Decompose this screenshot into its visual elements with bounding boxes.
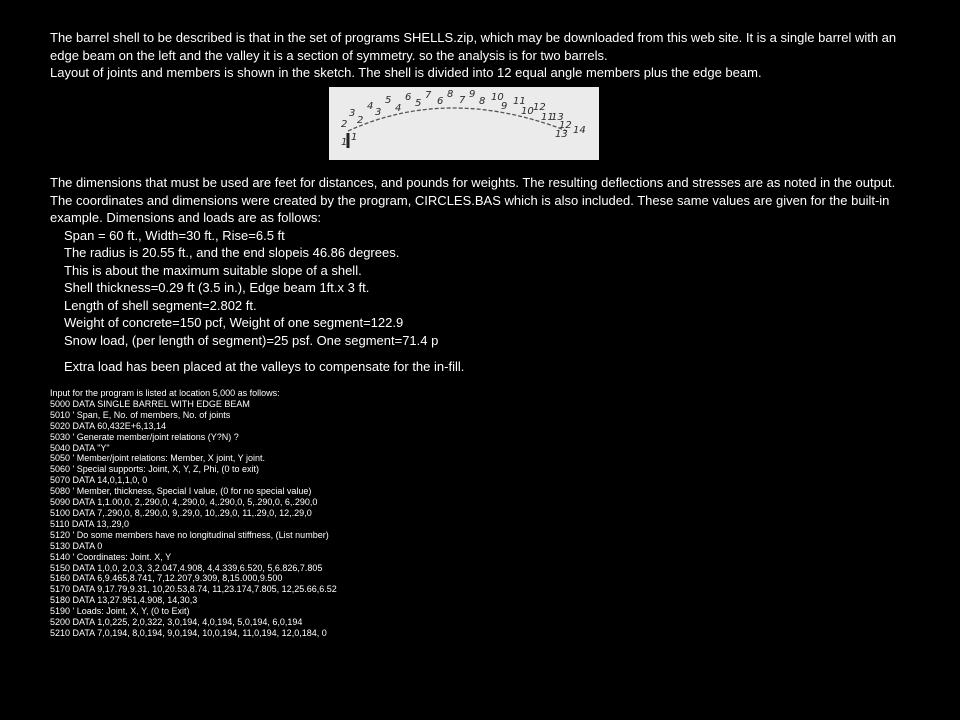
dimension-item: The radius is 20.55 ft., and the end slopeis 46.86 degrees. [64,245,400,260]
sketch-member-number: 13 [555,129,568,140]
program-line: 5020 DATA 60,432E+6,13,14 [50,420,167,431]
program-heading: Input for the program is listed at location 5,000 as follows: [50,388,280,398]
program-line: 5070 DATA 14,0,1,1,0, 0 [50,475,148,486]
extra-load-note: Extra load has been placed at the valleys to compensate for the in-fill. [64,359,465,374]
sketch-joint-number: 10 [491,92,504,103]
program-line: 5200 DATA 1,0,225, 2,0,322, 3,0,194, 4,0,194, 5,0,194, 6,0,194 [50,617,303,628]
program-line: 5000 DATA SINGLE BARREL WITH EDGE BEAM [50,398,250,409]
dimension-item: Weight of concrete=150 pcf, Weight of one segment=122.9 [64,315,404,330]
program-line: 5210 DATA 7,0,194, 8,0,194, 9,0,194, 10,0,194, 11,0,194, 12,0,184, 0 [50,627,327,638]
dimensions-list [50,227,920,350]
sketch-member-number: 3 [375,107,382,118]
sketch-member-number: 5 [415,98,422,109]
sketch-member-number: 2 [357,115,364,126]
dimension-item: Length of shell segment=2.802 ft. [64,297,257,313]
sketch-joint-number: 11 [513,96,526,107]
sketch-joint-number: 4 [367,101,374,112]
sketch-member-number: 7 [459,95,466,106]
sketch-joint-number: 3 [349,108,356,119]
joint-layout-sketch [329,87,599,160]
sketch-joint-number: 5 [385,95,392,106]
program-line: 5010 ' Span, E, No. of members, No. of joints [50,409,231,420]
sketch-joint-number: 6 [405,92,412,103]
sketch-member-number: 6 [437,96,444,107]
sketch-member-number: 8 [479,96,486,107]
program-line: 5040 DATA "Y" [50,442,110,453]
program-lines [50,399,930,639]
program-line: 5120 ' Do some members have no longitudinal stiffness, (List number) [50,529,329,540]
dimensions-paragraph: The dimensions that must be used are feet for distances, and pounds for weights. The resulting deflections and stresses are as noted in the output. The coordinates and dimensions were created by the program, CIRCLES.BAS which is also included. These same values are given for the built-in example. Dimensions and loads are as follows: [50,175,896,225]
sketch-joint-number: 14 [573,125,586,136]
program-line: 5190 ' Loads: Joint, X, Y, (0 to Exit) [50,606,190,617]
program-line: 5050 ' Member/joint relations: Member, X joint, Y joint. [50,453,265,464]
sketch-member-number: 9 [501,101,508,112]
sketch-member-number: 12 [559,120,572,131]
program-line: 5180 DATA 13,27.951,4.908, 14,30,3 [50,595,198,606]
program-listing-section [50,388,930,639]
sketch-joint-number: 2 [341,119,348,130]
sketch-joint-number: 7 [425,90,432,101]
program-line: 5110 DATA 13,.29,0 [50,518,130,529]
dimension-item: Shell thickness=0.29 ft (3.5 in.), Edge beam 1ft.x 3 ft. [64,280,370,295]
program-line: 5060 ' Special supports: Joint, X, Y, Z, Phi, (0 to exit) [50,464,259,475]
program-line: 5080 ' Member, thickness, Special I value, (0 for no special value) [50,486,312,497]
sketch-joint-number: 13 [551,112,564,123]
dimension-item: This is about the maximum suitable slope of a shell. [64,262,362,278]
program-line: 5030 ' Generate member/joint relations (Y?N) ? [50,431,239,442]
intro-section [50,29,920,82]
sketch-member-number: 1 [351,132,358,143]
program-line: 5150 DATA 1,0,0, 2,0,3, 3,2.047,4.908, 4,4.339,6.520, 5,6.826,7.805 [50,562,323,573]
dimension-item: Snow load, (per length of segment)=25 psf. One segment=71.4 p [64,332,439,348]
dimensions-section [50,174,920,376]
intro-paragraph-1: The barrel shell to be described is that in the set of programs SHELLS.zip, which may be downloaded from this web site. It is a single barrel with an edge beam on the left and the valley it is a section of symmetry. so the analysis is for two barrels. [50,30,897,63]
intro-paragraph-2: Layout of joints and members is shown in the sketch. The shell is divided into 12 equal angle members plus the edge beam. [50,65,762,80]
sketch-drawing [329,87,599,160]
program-line: 5160 DATA 6,9.465,8.741, 7,12.207,9.309, 8,15.000,9.500 [50,573,283,584]
program-line: 5090 DATA 1,1.00,0, 2,.290,0, 4,.290,0, 4,.290,0, 5,.290,0, 6,.290,0 [50,497,318,508]
sketch-member-number: 4 [395,103,402,114]
sketch-member-number: 11 [541,112,554,123]
sketch-joint-number: 12 [533,102,546,113]
sketch-joint-number: 1 [341,137,348,148]
sketch-joint-number: 8 [447,89,454,100]
dimension-item: Span = 60 ft., Width=30 ft., Rise=6.5 ft [64,227,285,243]
program-line: 5100 DATA 7,.290,0, 8,.290,0, 9,.29,0, 10,.29,0, 11,.29,0, 12,.29,0 [50,507,312,518]
program-line: 5130 DATA 0 [50,540,103,551]
sketch-joint-number: 9 [469,89,476,100]
sketch-member-number: 10 [521,106,534,117]
program-line: 5140 ' Coordinates: Joint. X, Y [50,551,172,562]
program-line: 5170 DATA 9,17.79,9.31, 10,20.53,8.74, 11,23.174,7.805, 12,25.66,6.52 [50,584,337,595]
